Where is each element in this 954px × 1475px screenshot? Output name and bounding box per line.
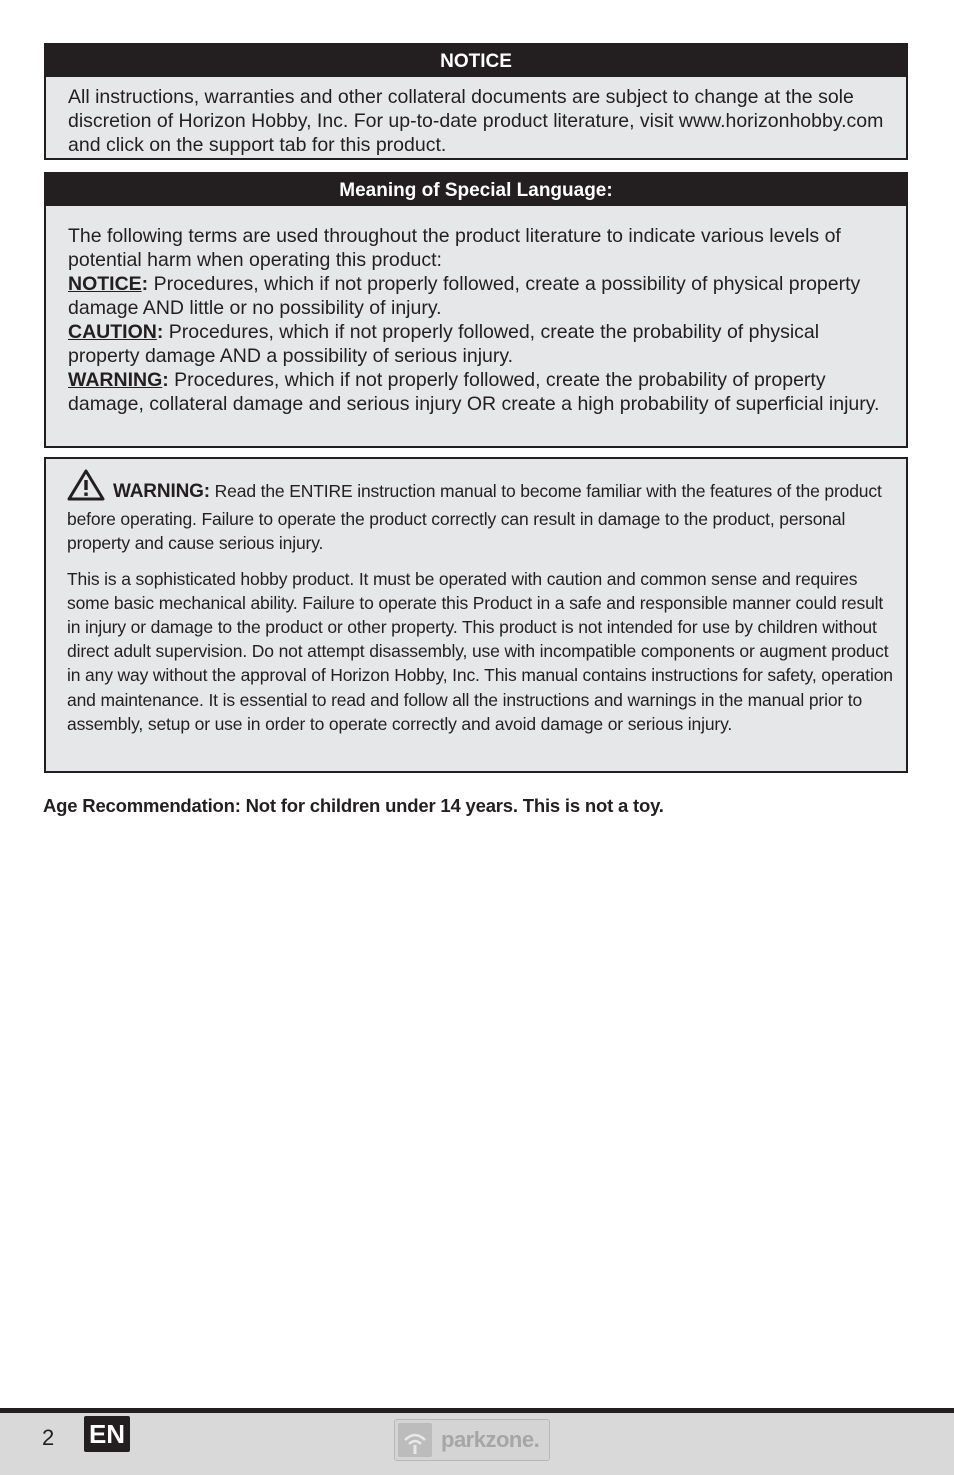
- age-recommendation: Age Recommendation: Not for children under 14 years. This is not a toy.: [43, 795, 664, 816]
- warning-label: WARNING:: [113, 481, 210, 502]
- page-footer: [0, 1408, 954, 1475]
- special-language-intro: The following terms are used throughout the product literature to indicate various levels of potential harm when operating this product:: [68, 225, 841, 271]
- term-warning-definition: Procedures, which if not properly followed, create the probability of property damage, collateral damage and serious injury OR create a high probability of superficial injury.: [68, 369, 880, 415]
- page-number: 2: [42, 1425, 55, 1450]
- notice-heading: NOTICE: [46, 45, 906, 77]
- language-badge: EN: [84, 1416, 130, 1452]
- warning-paragraph-2: This is a sophisticated hobby product. It must be operated with caution and common sense and requires some basic mechanical ability. Failure to operate this Product in a safe and responsible manner could result in injury or damage to the product or other property. This product is not intended for use by children without direct adult supervision. Do not attempt disassembly, use with incompatible components or augment product in any way without the approval of Horizon Hobby, Inc. This manual contains instructions for safety, operation and maintenance. It is essential to read and follow all the instructions and warnings in the manual prior to assembly, setup or use in order to operate correctly and avoid damage or serious injury.: [67, 568, 893, 734]
- term-caution-label: CAUTION: [68, 321, 157, 343]
- warning-paragraph: [67, 469, 896, 556]
- term-caution: CAUTION: Procedures, which if not properly followed, create the probability of physical property damage AND a possibility of serious injury.: [68, 321, 820, 367]
- term-notice-definition: Procedures, which if not properly followed, create a possibility of physical property damage AND little or no possibility of injury.: [68, 273, 861, 319]
- special-language-box: [44, 172, 908, 448]
- warning-triangle-icon: [67, 469, 105, 507]
- warning-body: [46, 459, 906, 744]
- term-caution-definition: Procedures, which if not properly followed, create the probability of physical property damage AND a possibility of serious injury.: [68, 321, 820, 367]
- special-language-heading: Meaning of Special Language:: [46, 174, 906, 206]
- notice-box: [44, 43, 908, 160]
- notice-text: All instructions, warranties and other collateral documents are subject to change at the sole discretion of Horizon Hobby, Inc. For up-to-date product literature, visit www.horizonhobby.com and click on the support tab for this product.: [68, 86, 884, 156]
- parkzone-brand-name: parkzone.: [441, 1427, 540, 1452]
- warning-text: Read the ENTIRE instruction manual to become familiar with the features of the product before operating. Failure to operate the product correctly can result in damage to the product, personal property and cause serious injury.: [67, 481, 882, 554]
- parkzone-logo-icon: [398, 1423, 432, 1457]
- special-language-body: [46, 206, 906, 422]
- term-notice: NOTICE: Procedures, which if not properly followed, create a possibility of physical property damage AND little or no possibility of injury.: [68, 273, 861, 319]
- parkzone-logo: [394, 1419, 550, 1461]
- term-warning-label: WARNING: [68, 369, 163, 391]
- term-warning: WARNING: Procedures, which if not properly followed, create the probability of property damage, collateral damage and serious injury OR create a high probability of superficial injury.: [68, 369, 880, 415]
- warning-box: [44, 457, 908, 773]
- term-notice-label: NOTICE: [68, 273, 142, 295]
